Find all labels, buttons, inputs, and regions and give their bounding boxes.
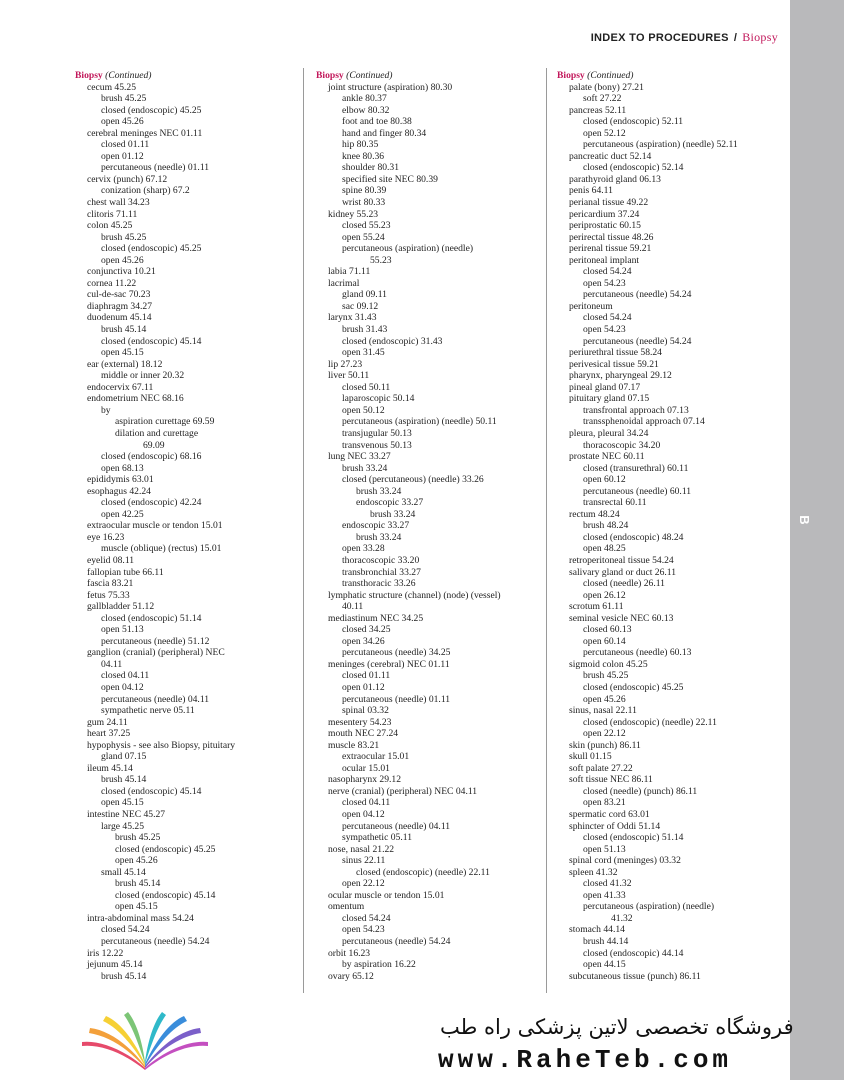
index-entry: liver 50.11	[328, 370, 370, 382]
column-divider	[303, 68, 304, 993]
index-subentry: transbronchial 33.27	[342, 566, 421, 578]
index-subentry: closed 04.11	[342, 797, 391, 809]
index-entry: cornea 11.22	[87, 277, 137, 289]
index-entry: diaphragm 34.27	[87, 300, 153, 312]
index-subentry: 69.09	[143, 439, 165, 451]
index-entry: omentum	[328, 901, 365, 913]
index-subentry: gland 09.11	[342, 289, 387, 301]
index-entry: spermatic cord 63.01	[569, 809, 650, 820]
index-entry: perianal tissue 49.22	[569, 197, 649, 209]
index-subentry: brush 45.25	[101, 231, 147, 243]
index-subentry: closed 41.32	[583, 878, 632, 890]
index-subentry: percutaneous (aspiration) (needle)	[583, 901, 715, 913]
index-subentry: open 04.12	[342, 809, 385, 820]
index-subentry: closed (needle) (punch) 86.11	[583, 785, 698, 797]
index-subentry: closed (endoscopic) 52.11	[583, 116, 684, 128]
index-entry: pericardium 37.24	[569, 208, 640, 220]
index-subentry: open 42.25	[101, 508, 144, 520]
index-subentry: percutaneous (aspiration) (needle)	[342, 243, 474, 255]
continued-heading	[75, 70, 295, 82]
index-subentry: thoracoscopic 34.20	[583, 439, 661, 451]
index-subentry: closed 01.11	[342, 670, 391, 682]
index-subentry: sympathetic nerve 05.11	[101, 705, 195, 717]
index-entry: rectum 48.24	[569, 508, 620, 520]
index-subentry: open 01.12	[101, 150, 144, 162]
index-subentry: closed (endoscopic) 45.25	[101, 104, 202, 116]
index-subentry: brush 45.14	[101, 774, 147, 786]
index-entry: pineal gland 07.17	[569, 381, 641, 393]
index-subentry: open 41.33	[583, 889, 626, 901]
index-entry: prostate NEC 60.11	[569, 451, 645, 463]
index-entry: orbit 16.23	[328, 947, 371, 959]
index-entry: meninges (cerebral) NEC 01.11	[328, 658, 450, 670]
index-subentry: percutaneous (needle) 01.11	[101, 162, 210, 174]
index-subentry: brush 45.25	[583, 670, 629, 682]
index-entry: periurethral tissue 58.24	[569, 347, 662, 359]
index-entry: fascia 83.21	[87, 578, 134, 590]
index-entry: gum 24.11	[87, 716, 128, 728]
index-entry: sigmoid colon 45.25	[569, 658, 648, 670]
index-entry: lacrimal	[328, 277, 360, 289]
index-subentry: brush 45.14	[101, 970, 147, 982]
index-entry: stomach 44.14	[569, 924, 625, 936]
index-entry: intra-abdominal mass 54.24	[87, 912, 194, 924]
index-entry: ear (external) 18.12	[87, 358, 163, 370]
index-subentry: open 50.12	[342, 404, 385, 416]
index-subentry: brush 31.43	[342, 324, 388, 336]
index-subentry: large 45.25	[101, 820, 144, 832]
continued-heading	[557, 70, 787, 82]
index-subentry: open 31.45	[342, 347, 385, 359]
index-subentry: closed 50.11	[342, 381, 391, 393]
index-subentry: brush 45.14	[115, 878, 161, 890]
index-entry: perirectal tissue 48.26	[569, 231, 654, 243]
index-entry: conjunctiva 10.21	[87, 266, 156, 278]
index-subentry: transvenous 50.13	[342, 439, 412, 451]
index-subentry: open 04.12	[101, 681, 144, 693]
header-section: INDEX TO PROCEDURES	[590, 32, 729, 44]
index-subentry: brush 48.24	[583, 520, 629, 532]
index-subentry: ocular 15.01	[342, 762, 390, 774]
index-subentry: elbow 80.32	[342, 104, 390, 116]
index-subentry: percutaneous (aspiration) (needle) 52.11	[583, 139, 738, 151]
index-subentry: percutaneous (needle) 34.25	[342, 647, 451, 659]
index-subentry: open 26.12	[583, 589, 626, 601]
index-subentry: 04.11	[101, 658, 123, 670]
index-entry: cecum 45.25	[87, 81, 137, 93]
index-subentry: sinus 22.11	[342, 855, 386, 867]
index-subentry: transjugular 50.13	[342, 427, 412, 439]
index-subentry: percutaneous (aspiration) (needle) 50.11	[342, 416, 497, 428]
index-entry: subcutaneous tissue (punch) 86.11	[569, 970, 701, 982]
index-subentry: open 44.15	[583, 959, 626, 971]
index-subentry: open 22.12	[583, 728, 626, 740]
index-subentry: open 60.12	[583, 474, 626, 486]
index-subentry: open 45.26	[101, 116, 144, 128]
index-subentry: closed 55.23	[342, 220, 391, 232]
index-entry: sphincter of Oddi 51.14	[569, 820, 661, 832]
index-subentry: closed 01.11	[101, 139, 150, 151]
index-entry: colon 45.25	[87, 220, 133, 232]
index-entry: joint structure (aspiration) 80.30	[328, 81, 453, 93]
index-entry: pancreatic duct 52.14	[569, 150, 652, 162]
index-subentry: brush 33.24	[356, 531, 402, 543]
index-subentry: percutaneous (needle) 04.11	[101, 693, 210, 705]
index-subentry: percutaneous (needle) 04.11	[342, 820, 451, 832]
header-subsection: Biopsy	[742, 30, 778, 44]
index-entry: perivesical tissue 59.21	[569, 358, 659, 370]
index-subentry: closed (endoscopic) 44.14	[583, 947, 684, 959]
index-subentry: brush 45.14	[101, 324, 147, 336]
index-entry: cervix (punch) 67.12	[87, 173, 168, 185]
index-subentry: percutaneous (needle) 60.11	[583, 485, 692, 497]
index-subentry: closed (endoscopic) 45.14	[101, 785, 202, 797]
index-subentry: conization (sharp) 67.2	[101, 185, 190, 197]
index-entry: extraocular muscle or tendon 15.01	[87, 520, 223, 532]
index-entry: epididymis 63.01	[87, 474, 154, 486]
index-entry: soft tissue NEC 86.11	[569, 774, 653, 786]
index-subentry: closed 54.24	[342, 912, 391, 924]
index-subentry: brush 33.24	[356, 485, 402, 497]
index-subentry: closed (needle) 26.11	[583, 578, 665, 590]
index-subentry: closed 04.11	[101, 670, 150, 682]
index-entry: jejunum 45.14	[87, 959, 143, 971]
index-subentry: spinal 03.32	[342, 705, 389, 717]
index-subentry: transrectal 60.11	[583, 497, 647, 509]
index-subentry: closed (percutaneous) (needle) 33.26	[342, 474, 484, 486]
index-subentry: closed (endoscopic) 31.43	[342, 335, 443, 347]
index-subentry: hip 80.35	[342, 139, 379, 151]
index-entry: nasopharynx 29.12	[328, 774, 402, 786]
index-entry: lymphatic structure (channel) (node) (vessel)	[328, 589, 501, 601]
index-subentry: open 45.15	[101, 797, 144, 809]
index-subentry: brush 45.25	[101, 93, 147, 105]
index-subentry: gland 07.15	[101, 751, 147, 763]
index-subentry: sympathetic 05.11	[342, 832, 412, 844]
book-logo-icon	[80, 1010, 210, 1070]
store-name: فروشگاه تخصصی لاتین پزشکی راه طب	[440, 1015, 794, 1039]
index-entry: scrotum 61.11	[569, 601, 624, 613]
index-subentry: open 51.13	[583, 843, 626, 855]
index-subentry: open 51.13	[101, 624, 144, 636]
index-entry: salivary gland or duct 26.11	[569, 566, 677, 578]
index-column-2	[316, 70, 546, 982]
index-subentry: muscle (oblique) (rectus) 15.01	[101, 543, 222, 555]
index-subentry: open 45.26	[101, 254, 144, 266]
index-entry: mediastinum NEC 34.25	[328, 612, 424, 624]
index-entry: nose, nasal 21.22	[328, 843, 395, 855]
heading-continued-label: (Continued)	[105, 70, 152, 81]
index-subentry: closed (endoscopic) 45.14	[101, 335, 202, 347]
index-entry: pancreas 52.11	[569, 104, 627, 116]
index-entry: parathyroid gland 06.13	[569, 173, 661, 185]
index-subentry: knee 80.36	[342, 150, 385, 162]
index-subentry: open 33.28	[342, 543, 385, 555]
index-entry: muscle 83.21	[328, 739, 380, 751]
heading-continued-label: (Continued)	[346, 70, 393, 81]
index-subentry: open 55.24	[342, 231, 385, 243]
index-subentry: hand and finger 80.34	[342, 127, 427, 139]
index-entry: iris 12.22	[87, 947, 124, 959]
index-subentry: open 45.15	[101, 347, 144, 359]
index-subentry: closed (endoscopic) 51.14	[101, 612, 202, 624]
index-entry: peritoneum	[569, 300, 613, 312]
index-entry: hypophysis - see also Biopsy, pituitary	[87, 739, 236, 751]
index-entry: pituitary gland 07.15	[569, 393, 650, 405]
index-entry: sinus, nasal 22.11	[569, 705, 637, 717]
heading-continued-label: (Continued)	[587, 70, 634, 81]
index-subentry: open 83.21	[583, 797, 626, 809]
index-entry: lip 27.23	[328, 358, 363, 370]
index-entry: mouth NEC 27.24	[328, 728, 399, 740]
index-entry: skull 01.15	[569, 751, 612, 763]
index-subentry: closed 54.24	[583, 266, 632, 278]
index-column-3	[557, 70, 787, 982]
index-subentry: open 54.23	[583, 324, 626, 336]
heading-term: Biopsy	[557, 70, 585, 81]
index-subentry: open 68.13	[101, 462, 144, 474]
index-subentry: endoscopic 33.27	[356, 497, 424, 509]
index-subentry: closed 54.24	[583, 312, 632, 324]
index-subentry: open 45.15	[115, 901, 158, 913]
index-subentry: small 45.14	[101, 866, 146, 878]
index-entry: cerebral meninges NEC 01.11	[87, 127, 203, 139]
index-subentry: closed (endoscopic) 52.14	[583, 162, 684, 174]
index-subentry: sac 09.12	[342, 300, 379, 312]
index-subentry: percutaneous (needle) 60.13	[583, 647, 692, 659]
index-entry: ganglion (cranial) (peripheral) NEC	[87, 647, 225, 659]
index-entry: pleura, pleural 34.24	[569, 427, 649, 439]
index-entry: skin (punch) 86.11	[569, 739, 641, 751]
index-subentry: closed 34.25	[342, 624, 391, 636]
index-subentry: thoracoscopic 33.20	[342, 554, 420, 566]
index-subentry: closed (endoscopic) (needle) 22.11	[356, 866, 490, 878]
index-entry: ileum 45.14	[87, 762, 133, 774]
index-subentry: open 54.23	[583, 277, 626, 289]
index-entry: spleen 41.32	[569, 866, 618, 878]
index-subentry: open 52.12	[583, 127, 626, 139]
index-entry: endometrium NEC 68.16	[87, 393, 184, 405]
index-subentry: brush 45.25	[115, 832, 161, 844]
index-subentry: by aspiration 16.22	[342, 959, 416, 971]
index-subentry: closed (endoscopic) 48.24	[583, 531, 684, 543]
index-entry: fetus 75.33	[87, 589, 130, 601]
index-entry: chest wall 34.23	[87, 197, 150, 209]
index-subentry: open 60.14	[583, 635, 626, 647]
index-subentry: closed (endoscopic) 45.14	[115, 889, 216, 901]
index-subentry: open 34.26	[342, 635, 385, 647]
index-subentry: closed (endoscopic) (needle) 22.11	[583, 716, 717, 728]
index-subentry: transthoracic 33.26	[342, 578, 416, 590]
index-subentry: open 45.26	[583, 693, 626, 705]
index-entry: perirenal tissue 59.21	[569, 243, 652, 255]
index-entry: endocervix 67.11	[87, 381, 154, 393]
index-entry: palate (bony) 27.21	[569, 81, 644, 93]
index-entry: clitoris 71.11	[87, 208, 138, 220]
index-subentry: shoulder 80.31	[342, 162, 400, 174]
index-entry: pharynx, pharyngeal 29.12	[569, 370, 672, 382]
index-subentry: extraocular 15.01	[342, 751, 410, 763]
index-subentry: closed (endoscopic) 45.25	[583, 681, 684, 693]
heading-term: Biopsy	[316, 70, 344, 81]
index-subentry: closed (transurethral) 60.11	[583, 462, 689, 474]
index-entry: fallopian tube 66.11	[87, 566, 164, 578]
index-subentry: open 45.26	[115, 855, 158, 867]
index-subentry: percutaneous (needle) 54.24	[583, 289, 692, 301]
index-subentry: brush 44.14	[583, 936, 629, 948]
index-subentry: dilation and curettage	[115, 427, 199, 439]
index-subentry: wrist 80.33	[342, 197, 386, 209]
index-subentry: open 01.12	[342, 681, 385, 693]
index-entry: peritoneal implant	[569, 254, 640, 266]
index-subentry: laparoscopic 50.14	[342, 393, 415, 405]
index-entry: heart 37.25	[87, 728, 131, 740]
index-subentry: closed 54.24	[101, 924, 150, 936]
chapter-sidebar	[790, 0, 844, 1080]
index-subentry: percutaneous (needle) 01.11	[342, 693, 451, 705]
index-subentry: percutaneous (needle) 54.24	[583, 335, 692, 347]
index-subentry: closed 60.13	[583, 624, 632, 636]
index-subentry: transsphenoidal approach 07.14	[583, 416, 705, 428]
index-subentry: 55.23	[370, 254, 392, 266]
index-entry: cul-de-sac 70.23	[87, 289, 151, 301]
index-entry: kidney 55.23	[328, 208, 379, 220]
index-entry: larynx 31.43	[328, 312, 377, 324]
index-subentry: transfrontal approach 07.13	[583, 404, 689, 416]
index-subentry: closed (endoscopic) 68.16	[101, 451, 202, 463]
index-subentry: closed (endoscopic) 45.25	[101, 243, 202, 255]
index-entry: mesentery 54.23	[328, 716, 392, 728]
index-entry: gallbladder 51.12	[87, 601, 155, 613]
index-subentry: brush 33.24	[342, 462, 388, 474]
index-entry: retroperitoneal tissue 54.24	[569, 554, 674, 566]
continued-heading	[316, 70, 546, 82]
index-subentry: brush 33.24	[370, 508, 416, 520]
store-url[interactable]: www.RaheTeb.com	[438, 1045, 733, 1075]
index-subentry: by	[101, 404, 111, 416]
index-subentry: middle or inner 20.32	[101, 370, 185, 382]
index-entry: intestine NEC 45.27	[87, 809, 166, 820]
index-subentry: percutaneous (needle) 54.24	[101, 936, 210, 948]
column-divider	[546, 68, 547, 993]
index-subentry: closed (endoscopic) 51.14	[583, 832, 684, 844]
header-separator: /	[733, 32, 738, 44]
index-entry: eyelid 08.11	[87, 554, 135, 566]
index-subentry: closed (endoscopic) 42.24	[101, 497, 202, 509]
index-subentry: soft 27.22	[583, 93, 622, 105]
index-subentry: closed (endoscopic) 45.25	[115, 843, 216, 855]
index-subentry: open 54.23	[342, 924, 385, 936]
index-entry: penis 64.11	[569, 185, 613, 197]
running-header	[591, 30, 778, 45]
index-subentry: aspiration curettage 69.59	[115, 416, 215, 428]
index-entry: ovary 65.12	[328, 970, 374, 982]
index-entry: seminal vesicle NEC 60.13	[569, 612, 674, 624]
index-entry: spinal cord (meninges) 03.32	[569, 855, 681, 867]
index-entry: periprostatic 60.15	[569, 220, 641, 232]
index-subentry: 40.11	[342, 601, 364, 613]
index-entry: duodenum 45.14	[87, 312, 152, 324]
index-entry: nerve (cranial) (peripheral) NEC 04.11	[328, 785, 478, 797]
index-entry: lung NEC 33.27	[328, 451, 391, 463]
index-subentry: ankle 80.37	[342, 93, 387, 105]
index-subentry: percutaneous (needle) 51.12	[101, 635, 210, 647]
index-column-1	[75, 70, 295, 982]
index-entry: soft palate 27.22	[569, 762, 633, 774]
index-entry: ocular muscle or tendon 15.01	[328, 889, 445, 901]
index-subentry: foot and toe 80.38	[342, 116, 412, 128]
index-subentry: percutaneous (needle) 54.24	[342, 936, 451, 948]
index-entry: eye 16.23	[87, 531, 125, 543]
index-subentry: specified site NEC 80.39	[342, 173, 438, 185]
index-entry: labia 71.11	[328, 266, 371, 278]
index-subentry: open 48.25	[583, 543, 626, 555]
index-subentry: spine 80.39	[342, 185, 387, 197]
index-subentry: 41.32	[611, 912, 633, 924]
index-entry: esophagus 42.24	[87, 485, 151, 497]
index-subentry: open 22.12	[342, 878, 385, 890]
index-subentry: endoscopic 33.27	[342, 520, 410, 532]
chapter-tab-letter: B	[797, 515, 813, 525]
heading-term: Biopsy	[75, 70, 103, 81]
